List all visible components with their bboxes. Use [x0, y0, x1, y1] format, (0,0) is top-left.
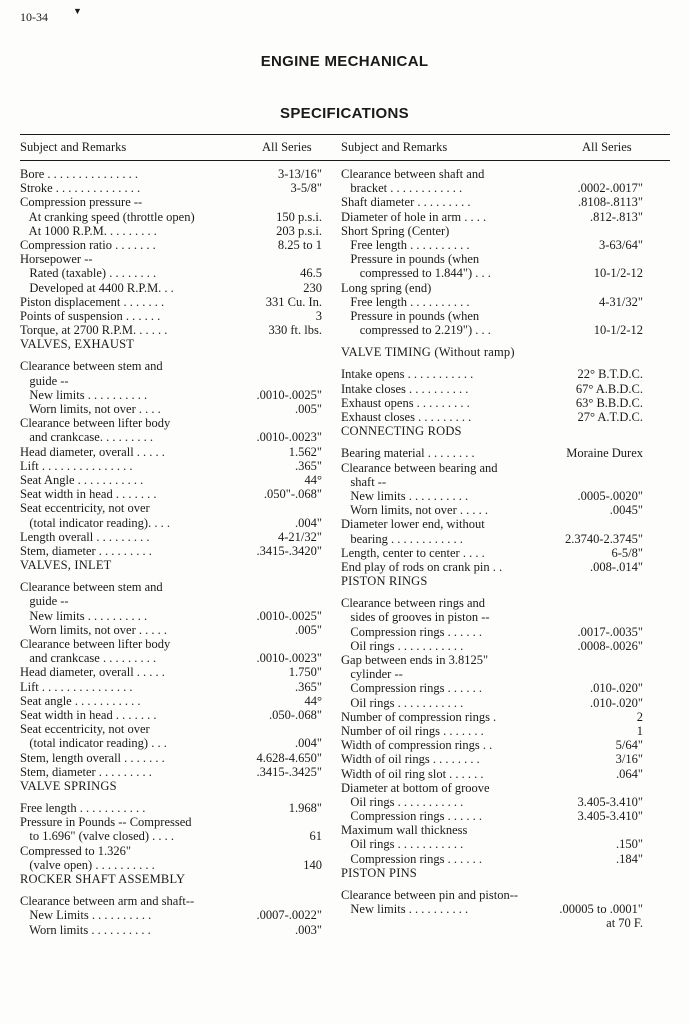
spec-row [20, 580, 322, 594]
spec-row [20, 516, 322, 530]
spec-row [341, 902, 643, 916]
spec-label: New limits . . . . . . . . . . [341, 902, 469, 917]
spec-label: Free length . . . . . . . . . . . [20, 801, 146, 816]
spec-label: Pressure in pounds (when [341, 308, 480, 323]
spec-label: Oil rings . . . . . . . . . . . [341, 794, 464, 809]
spec-row [20, 445, 322, 459]
spec-row [20, 544, 322, 558]
spec-label: Clearance between arm and shaft-- [20, 894, 195, 909]
spec-row [341, 503, 643, 517]
spec-row [341, 696, 643, 710]
spec-label: Clearance between lifter body [20, 416, 171, 431]
spec-row [20, 665, 322, 679]
spec-value: 3-63/64" [599, 237, 643, 252]
spec-row [20, 623, 322, 637]
spec-label: bracket . . . . . . . . . . . . [341, 181, 463, 196]
spec-value: 3-5/8" [290, 181, 322, 196]
spec-label: Free length . . . . . . . . . . [341, 237, 470, 252]
spec-label: Worn limits, not over . . . . . [20, 622, 168, 637]
spec-label: Pressure in pounds (when [341, 252, 480, 267]
spec-value: 1.968" [288, 801, 322, 816]
spec-label: Length, center to center . . . . [341, 545, 485, 560]
spec-value: .3415-.3425" [256, 764, 322, 779]
spec-value: 331 Cu. In. [265, 294, 322, 309]
spec-row [341, 224, 643, 238]
spec-label: At 1000 R.P.M. . . . . . . . . [20, 223, 157, 238]
section-heading [20, 337, 322, 351]
spec-value: 8.25 to 1 [277, 237, 322, 252]
spec-row [341, 367, 643, 381]
spec-row [20, 858, 322, 872]
spec-row [20, 295, 322, 309]
spec-value: 330 ft. lbs. [268, 323, 322, 338]
spec-row [20, 829, 322, 843]
spec-label: Horsepower -- [20, 252, 93, 267]
section-heading-label: PISTON PINS [341, 865, 417, 880]
spec-value: 4-21/32" [278, 529, 322, 544]
spec-label: to 1.696" (valve closed) . . . . [20, 829, 175, 844]
spec-row [20, 487, 322, 501]
spec-label: New Limits . . . . . . . . . . [20, 908, 152, 923]
spec-row [341, 546, 643, 560]
spec-value: .010-.020" [589, 681, 643, 696]
spec-label: Intake opens . . . . . . . . . . . [341, 367, 474, 382]
spec-value: 3-13/16" [278, 167, 322, 181]
spec-label: Exhaust opens . . . . . . . . . [341, 395, 470, 410]
spec-row [20, 751, 322, 765]
spec-label: Number of oil rings . . . . . . . [341, 723, 484, 738]
page-mark: ▼ [73, 6, 82, 16]
spec-row [20, 530, 322, 544]
spec-label: Head diameter, overall . . . . . [20, 665, 165, 680]
spec-value: .004" [295, 736, 322, 751]
header-rule-bottom [20, 160, 670, 161]
right-spec-column [341, 167, 643, 931]
spec-row [341, 653, 643, 667]
section-heading [341, 345, 643, 359]
spec-row [20, 195, 322, 209]
spec-label: Head diameter, overall . . . . . [20, 444, 165, 459]
spec-label: Seat eccentricity, not over [20, 501, 150, 516]
spec-value: .008-.014" [589, 559, 643, 574]
spec-value: .0002-.0017" [577, 181, 643, 196]
spec-label: Bearing material . . . . . . . . [341, 446, 475, 461]
spec-row [341, 210, 643, 224]
left-series-header: All Series [262, 140, 312, 154]
spec-label: Gap between ends in 3.8125" [341, 653, 489, 667]
spec-value: .184" [616, 851, 643, 866]
spec-label: Shaft diameter . . . . . . . . . [341, 195, 471, 210]
spec-value: Moraine Durex [566, 446, 643, 461]
left-spec-column [20, 167, 322, 937]
spec-row [20, 252, 322, 266]
spec-row [341, 475, 643, 489]
spec-label: Clearance between shaft and [341, 167, 485, 181]
spec-value: 6-5/8" [611, 545, 643, 560]
spec-row [341, 625, 643, 639]
spec-label: Lift . . . . . . . . . . . . . . . [20, 458, 133, 473]
spec-label: Torque, at 2700 R.P.M. . . . . . [20, 323, 168, 338]
row-spacer [20, 793, 322, 801]
spec-value: 63° B.B.D.C. [575, 395, 643, 410]
spec-value: .0010-.0023" [256, 430, 322, 445]
row-spacer [341, 588, 643, 596]
spec-row [20, 359, 322, 373]
spec-label: Stroke . . . . . . . . . . . . . . [20, 181, 141, 196]
section-heading-label: VALVES, INLET [20, 558, 112, 573]
spec-row [20, 736, 322, 750]
spec-row [20, 908, 322, 922]
spec-label: Seat Angle . . . . . . . . . . . [20, 472, 144, 487]
row-spacer [341, 438, 643, 446]
spec-row [20, 210, 322, 224]
spec-row [20, 281, 322, 295]
spec-label: Clearance between stem and [20, 580, 163, 595]
spec-label: Clearance between rings and [341, 596, 486, 611]
spec-row [20, 844, 322, 858]
spec-row [20, 722, 322, 736]
spec-label: compressed to 2.219") . . . [341, 323, 491, 338]
spec-value: 1.562" [288, 444, 322, 459]
spec-value: .050-.068" [268, 707, 322, 722]
spec-row [341, 295, 643, 309]
row-spacer [20, 572, 322, 580]
spec-row [341, 181, 643, 195]
spec-label: Width of oil rings . . . . . . . . [341, 752, 480, 767]
spec-label: Compression rings . . . . . . [341, 809, 482, 824]
spec-row [20, 473, 322, 487]
spec-label: shaft -- [341, 474, 387, 489]
section-heading [20, 558, 322, 572]
row-spacer [341, 880, 643, 888]
spec-label: Maximum wall thickness [341, 823, 468, 838]
spec-label: Seat width in head . . . . . . . [20, 707, 157, 722]
spec-row [341, 681, 643, 695]
spec-row [341, 323, 643, 337]
section-heading [341, 866, 643, 880]
spec-row [20, 894, 322, 908]
spec-row [341, 410, 643, 424]
section-title: SPECIFICATIONS [280, 105, 409, 122]
spec-row [341, 252, 643, 266]
section-heading-label: CONNECTING RODS [341, 424, 462, 439]
spec-label: Worn limits . . . . . . . . . . [20, 922, 151, 937]
spec-row [341, 738, 643, 752]
spec-row [341, 710, 643, 724]
right-series-header: All Series [582, 140, 632, 154]
section-heading-label: VALVE SPRINGS [20, 778, 117, 793]
spec-row [20, 459, 322, 473]
spec-value: at 70 F. [606, 916, 643, 931]
spec-row [20, 374, 322, 388]
spec-row [341, 795, 643, 809]
spec-value: .0017-.0035" [577, 624, 643, 639]
section-heading [20, 779, 322, 793]
row-spacer [341, 337, 643, 345]
spec-label: Developed at 4400 R.P.M. . . [20, 280, 174, 295]
spec-value: .0045" [609, 503, 643, 518]
spec-label: guide -- [20, 373, 69, 388]
right-subject-header: Subject and Remarks [341, 140, 448, 154]
spec-value: 4-31/32" [599, 294, 643, 309]
row-spacer [20, 886, 322, 894]
spec-value: .0007-.0022" [256, 908, 322, 923]
spec-value: 10-1/2-12 [593, 266, 643, 281]
spec-row [20, 388, 322, 402]
spec-label: Worn limits, not over . . . . . [341, 503, 489, 518]
spec-label: Compression ratio . . . . . . . [20, 237, 156, 252]
spec-label: Worn limits, not over . . . . [20, 402, 161, 416]
spec-row [341, 809, 643, 823]
spec-value: .005" [295, 402, 322, 416]
spec-value: .812-.813" [589, 209, 643, 224]
spec-label: compressed to 1.844") . . . [341, 266, 491, 281]
spec-row [20, 501, 322, 515]
spec-value: .365" [295, 458, 322, 473]
spec-label: Clearance between stem and [20, 359, 163, 374]
spec-row [341, 837, 643, 851]
spec-value: 5/64" [615, 738, 643, 753]
spec-label: Compression pressure -- [20, 195, 143, 210]
spec-row [341, 446, 643, 460]
spec-row [20, 594, 322, 608]
spec-label: New limits . . . . . . . . . . [341, 488, 469, 503]
page-title: ENGINE MECHANICAL [260, 53, 429, 70]
spec-value: 27° A.T.D.C. [577, 410, 643, 424]
spec-label: Compression rings . . . . . . [341, 624, 482, 639]
spec-row [20, 266, 322, 280]
spec-value: .004" [295, 515, 322, 530]
spec-label: Length overall . . . . . . . . . [20, 529, 150, 544]
spec-value: 22° B.T.D.C. [577, 367, 643, 382]
spec-value: .0010-.0025" [256, 608, 322, 623]
spec-label: Intake closes . . . . . . . . . . [341, 381, 469, 396]
spec-row [20, 609, 322, 623]
spec-label: Oil rings . . . . . . . . . . . [341, 837, 464, 852]
spec-label: Exhaust closes . . . . . . . . . [341, 410, 472, 424]
header-rule-top [20, 134, 670, 135]
spec-label: Seat width in head . . . . . . . [20, 487, 157, 502]
spec-row [341, 461, 643, 475]
spec-value: 4.628-4.650" [256, 750, 322, 765]
spec-row [20, 801, 322, 815]
spec-row [341, 238, 643, 252]
spec-row [20, 416, 322, 430]
spec-value: .0008-.0026" [577, 638, 643, 653]
spec-label: sides of grooves in piston -- [341, 610, 490, 625]
spec-row [341, 489, 643, 503]
spec-label: Rated (taxable) . . . . . . . . [20, 266, 157, 281]
spec-label: Oil rings . . . . . . . . . . . [341, 695, 464, 710]
spec-label: Compression rings . . . . . . [341, 681, 482, 696]
spec-label: bearing . . . . . . . . . . . . [341, 531, 463, 546]
spec-value: .0005-.0020" [577, 488, 643, 503]
left-subject-header: Subject and Remarks [20, 140, 127, 154]
spec-label: Number of compression rings . [341, 709, 497, 724]
spec-label: Width of oil ring slot . . . . . . [341, 766, 484, 781]
spec-label: Clearance between bearing and [341, 460, 498, 475]
spec-row [20, 680, 322, 694]
spec-label: Diameter at bottom of groove [341, 780, 490, 795]
spec-label: Stem, diameter . . . . . . . . . [20, 764, 152, 779]
spec-label: Stem, length overall . . . . . . . [20, 750, 165, 765]
spec-label: Seat angle . . . . . . . . . . . [20, 693, 141, 708]
spec-value: 150 p.s.i. [276, 209, 322, 224]
spec-row [341, 309, 643, 323]
spec-label: Seat eccentricity, not over [20, 722, 150, 737]
spec-value: .0010-.0023" [256, 651, 322, 666]
spec-label: (total indicator reading). . . . [20, 515, 170, 530]
spec-label: Diameter of hole in arm . . . . [341, 209, 487, 224]
spec-row [20, 323, 322, 337]
spec-value: .00005 to .0001" [559, 902, 643, 917]
spec-value: .365" [295, 679, 322, 694]
spec-value: 44° [304, 472, 322, 487]
spec-label: End play of rods on crank pin . . [341, 559, 503, 574]
section-heading [341, 424, 643, 438]
spec-label: At cranking speed (throttle open) [20, 209, 195, 224]
spec-row [20, 309, 322, 323]
spec-value: .003" [295, 922, 322, 937]
spec-value: .3415-.3420" [256, 543, 322, 558]
spec-row [341, 767, 643, 781]
spec-label: Diameter lower end, without [341, 517, 485, 532]
spec-row [20, 923, 322, 937]
spec-label: Stem, diameter . . . . . . . . . [20, 543, 152, 558]
spec-label: and crankcase . . . . . . . . . [20, 651, 157, 666]
spec-value: 2 [636, 709, 643, 724]
spec-row [341, 560, 643, 574]
spec-label: Free length . . . . . . . . . . [341, 294, 470, 309]
spec-label: Clearance between lifter body [20, 637, 171, 651]
spec-row [20, 402, 322, 416]
spec-row [20, 167, 322, 181]
spec-value: .050"-.068" [263, 487, 322, 502]
spec-row [341, 852, 643, 866]
spec-value: 3 [315, 308, 322, 323]
spec-row [341, 382, 643, 396]
spec-row [20, 815, 322, 829]
spec-row [341, 823, 643, 837]
spec-row [341, 266, 643, 280]
spec-value: 3.405-3.410" [577, 809, 643, 824]
spec-label: guide -- [20, 594, 69, 609]
spec-value: 10-1/2-12 [593, 323, 643, 338]
spec-value: 44° [304, 693, 322, 708]
spec-label: and crankcase. . . . . . . . . [20, 430, 153, 445]
spec-value: 230 [303, 280, 322, 295]
spec-label: Points of suspension . . . . . . [20, 308, 161, 323]
spec-row [341, 167, 643, 181]
spec-value: .150" [616, 837, 643, 852]
spec-value: .8108-.8113" [577, 195, 643, 210]
spec-row [20, 637, 322, 651]
spec-value: .064" [616, 766, 643, 781]
section-heading-label: ROCKER SHAFT ASSEMBLY [20, 872, 186, 886]
spec-label: Short Spring (Center) [341, 223, 450, 238]
spec-row [341, 596, 643, 610]
spec-label: cylinder -- [341, 667, 403, 682]
spec-label: Width of compression rings . . [341, 738, 493, 753]
spec-label: Lift . . . . . . . . . . . . . . . [20, 679, 133, 694]
spec-value: .005" [295, 622, 322, 637]
spec-value: .010-.020" [589, 695, 643, 710]
spec-row [20, 430, 322, 444]
spec-row [20, 238, 322, 252]
spec-row [341, 532, 643, 546]
spec-row [341, 888, 643, 902]
spec-label: Compression rings . . . . . . [341, 851, 482, 866]
spec-row [341, 195, 643, 209]
spec-row [20, 765, 322, 779]
spec-row [341, 781, 643, 795]
spec-value: .0010-.0025" [256, 387, 322, 402]
spec-value: 140 [303, 857, 322, 872]
spec-row [341, 667, 643, 681]
spec-label: Pressure in Pounds -- Compressed [20, 815, 192, 830]
spec-row [341, 752, 643, 766]
spec-row [20, 224, 322, 238]
spec-value: 3/16" [615, 752, 643, 767]
row-spacer [20, 351, 322, 359]
row-spacer [341, 359, 643, 367]
spec-label: Compressed to 1.326" [20, 843, 131, 858]
spec-row [341, 610, 643, 624]
spec-row [341, 281, 643, 295]
section-heading [20, 872, 322, 886]
spec-value: 1 [636, 723, 643, 738]
spec-label: Piston displacement . . . . . . . [20, 294, 165, 309]
spec-row [20, 181, 322, 195]
spec-value: 46.5 [300, 266, 322, 281]
spec-value: 67° A.B.D.C. [575, 381, 643, 396]
spec-row [341, 639, 643, 653]
spec-value: 203 p.s.i. [276, 223, 322, 238]
section-heading-label: VALVE TIMING (Without ramp) [341, 345, 515, 360]
spec-row [341, 724, 643, 738]
spec-label: (valve open) . . . . . . . . . . [20, 857, 155, 872]
spec-row [20, 694, 322, 708]
spec-value: 3.405-3.410" [577, 794, 643, 809]
page-number: 10-34 [20, 10, 48, 24]
spec-value: 61 [309, 829, 322, 844]
spec-row [20, 708, 322, 722]
spec-value: 1.750" [288, 665, 322, 680]
spec-value: 2.3740-2.3745" [564, 531, 643, 546]
section-heading [341, 574, 643, 588]
spec-label: Oil rings . . . . . . . . . . . [341, 638, 464, 653]
spec-row [20, 651, 322, 665]
spec-label: New limits . . . . . . . . . . [20, 387, 148, 402]
section-heading-label: VALVES, EXHAUST [20, 337, 135, 352]
section-heading-label: PISTON RINGS [341, 574, 428, 589]
spec-row [341, 396, 643, 410]
spec-row [341, 916, 643, 930]
spec-label: (total indicator reading) . . . [20, 736, 167, 751]
spec-label: Bore . . . . . . . . . . . . . . . [20, 167, 139, 181]
spec-label: Clearance between pin and piston-- [341, 888, 519, 902]
spec-label: New limits . . . . . . . . . . [20, 608, 148, 623]
spec-row [341, 517, 643, 531]
spec-label: Long spring (end) [341, 280, 432, 295]
